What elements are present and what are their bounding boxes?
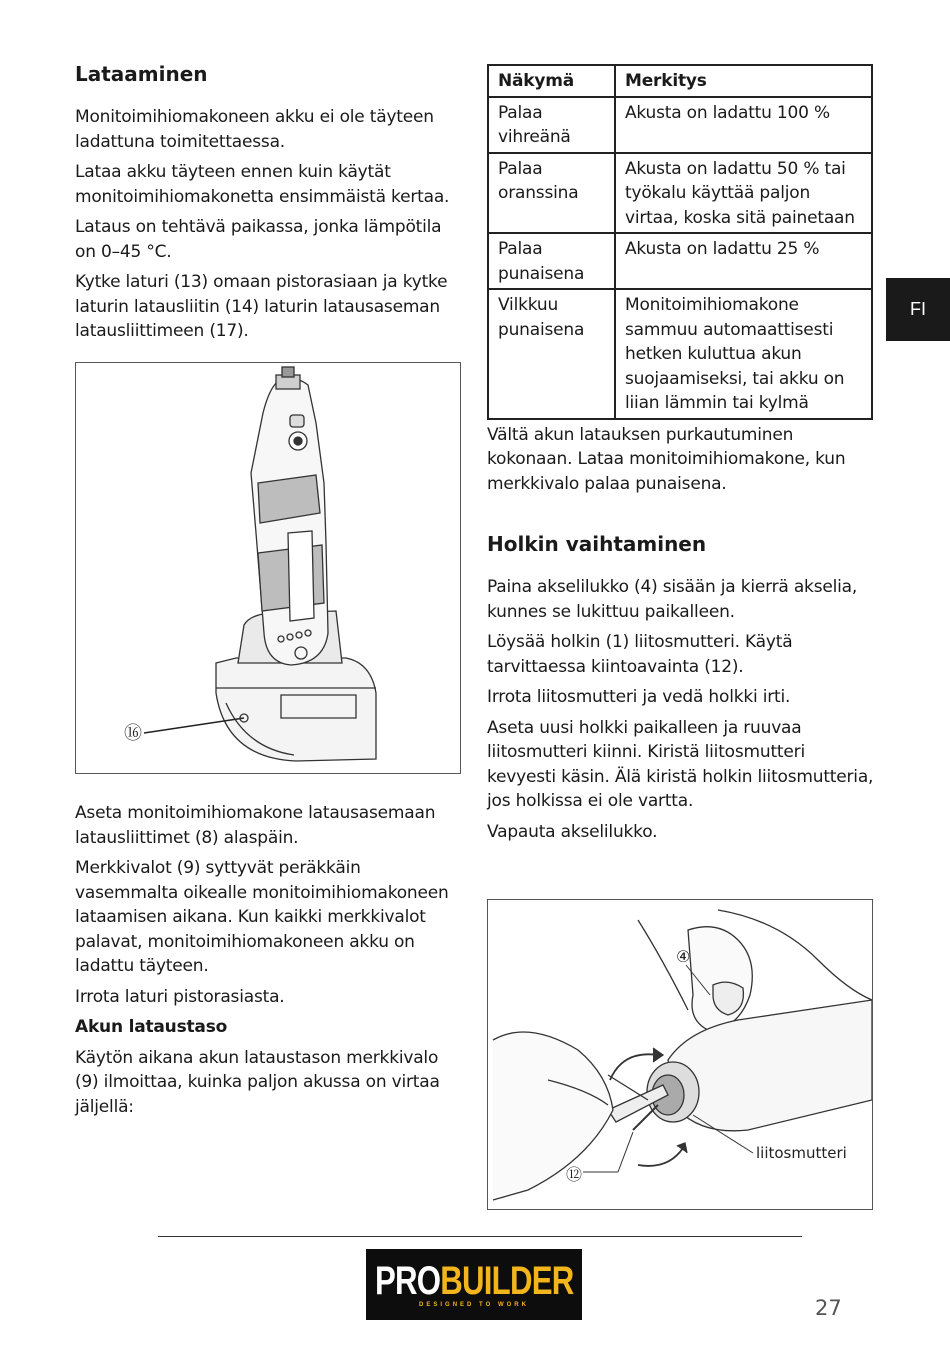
- section-heading-holkin-vaihtaminen: Holkin vaihtaminen: [487, 532, 707, 556]
- page-number: 27: [815, 1296, 842, 1320]
- paragraph: Lataus on tehtävä paikassa, jonka lämpötila on 0–45 °C.: [75, 217, 442, 262]
- figure-collet-change: [487, 899, 873, 1210]
- language-tab-fi: FI: [886, 278, 950, 341]
- paragraph: Irrota laturi pistorasiasta.: [75, 986, 285, 1007]
- table-header: Merkitys: [615, 65, 872, 97]
- callout-12: ⑫: [566, 1165, 583, 1184]
- table-cell: Akusta on ladattu 100 %: [615, 97, 872, 153]
- paragraph: Käytön aikana akun lataustason merkkivalo (9) ilmoittaa, kuinka paljon akussa on virtaa jäljellä:: [75, 1047, 440, 1117]
- table-header-row: [488, 65, 872, 97]
- left-column: [75, 60, 463, 344]
- right-column: [487, 64, 875, 844]
- paragraph: Paina akselilukko (4) sisään ja kierrä akselia, kunnes se lukittuu paikalleen.: [487, 577, 858, 622]
- table-row: [488, 153, 872, 234]
- table-cell: Vilkkuu punaisena: [488, 289, 615, 419]
- figure-charging-station: [75, 362, 461, 774]
- collet-change-illustration: [488, 900, 872, 1209]
- logo-text-pro: PRO: [374, 1259, 441, 1303]
- probuilder-logo: [366, 1249, 582, 1320]
- table-row: [488, 97, 872, 153]
- paragraph: Lataa akku täyteen ennen kuin käytät monitoimihiomakonetta ensimmäistä kertaa.: [75, 162, 450, 207]
- table-cell: Monitoimihiomakone sammuu automaattisesti hetken kuluttua akun suojaamiseksi, tai akku on liian lämmin tai kylmä: [615, 289, 872, 419]
- logo-tagline: DESIGNED TO WORK: [419, 1302, 529, 1308]
- footer-divider: [158, 1236, 802, 1237]
- paragraph: Merkkivalot (9) syttyvät peräkkäin vasemmalta oikealle monitoimihiomakoneen lataamisen aikana. Kun kaikki merkkivalot palavat, monitoimihiomakoneen akku on ladattu täyteen.: [75, 858, 449, 976]
- paragraph: Irrota liitosmutteri ja vedä holkki irti.: [487, 687, 791, 707]
- table-cell: Palaa oranssina: [488, 153, 615, 234]
- tool-in-dock-illustration: [76, 363, 460, 773]
- label-liitosmutteri: liitosmutteri: [756, 1144, 847, 1162]
- paragraph: Monitoimihiomakoneen akku ei ole täyteen ladattuna toimitettaessa.: [75, 107, 434, 152]
- table-cell: Akusta on ladattu 25 %: [615, 233, 872, 289]
- callout-4: ④: [676, 947, 691, 966]
- logo-text-builder: BUILDER: [440, 1259, 574, 1303]
- table-header: Näkymä: [488, 65, 615, 97]
- paragraph: Aseta monitoimihiomakone latausasemaan latausliittimet (8) alaspäin.: [75, 803, 436, 848]
- led-status-table: [487, 64, 873, 420]
- table-row: [488, 289, 872, 419]
- table-row: [488, 233, 872, 289]
- subheading-akun-lataustaso: Akun lataustaso: [75, 1017, 228, 1037]
- paragraph: Vältä akun latauksen purkautuminen kokonaan. Lataa monitoimihiomakone, kun merkkivalo palaa punaisena.: [487, 424, 846, 494]
- table-cell: Palaa vihreänä: [488, 97, 615, 153]
- table-cell: Palaa punaisena: [488, 233, 615, 289]
- left-column-lower: [75, 795, 463, 1119]
- table-cell: Akusta on ladattu 50 % tai työkalu käyttää paljon virtaa, koska sitä painetaan: [615, 153, 872, 234]
- callout-16: ⑯: [124, 723, 142, 744]
- paragraph: Kytke laturi (13) omaan pistorasiaan ja kytke laturin latausliitin (14) laturin latausaseman latausliittimeen (17).: [75, 272, 448, 341]
- paragraph: Aseta uusi holkki paikalleen ja ruuvaa liitosmutteri kiinni. Kiristä liitosmutteri kevyesti käsin. Älä kiristä holkin liitosmutteria, jos holkissa ei ole vartta.: [487, 717, 874, 811]
- paragraph: Vapauta akselilukko.: [487, 821, 658, 842]
- section-heading-lataaminen: Lataaminen: [75, 62, 208, 86]
- paragraph: Löysää holkin (1) liitosmutteri. Käytä tarvittaessa kiintoavainta (12).: [487, 632, 793, 677]
